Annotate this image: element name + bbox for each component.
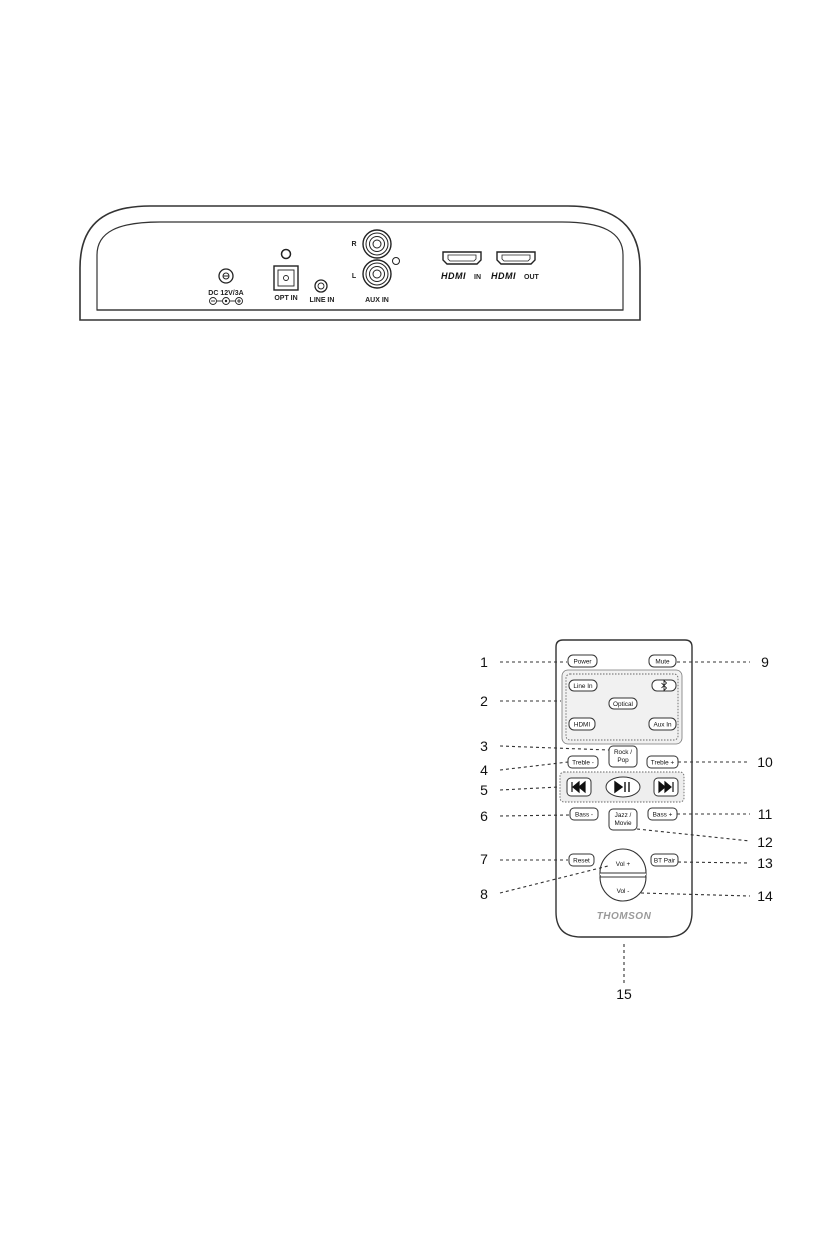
callout-4: 4 — [480, 762, 488, 778]
rear-panel-inner-bezel — [97, 222, 623, 310]
volume-up-label: Vol + — [615, 861, 631, 868]
rear-panel — [80, 206, 640, 320]
reset-button-label: Reset — [573, 857, 590, 865]
optical-input-port[interactable] — [274, 266, 298, 290]
jazz-movie-label-line2: Movie — [614, 820, 632, 827]
dc-polarity-icon — [210, 298, 243, 305]
rock-pop-label-line1: Rock / — [613, 749, 633, 756]
callout-7: 7 — [480, 851, 488, 867]
callout-2: 2 — [480, 693, 488, 709]
bass-plus-label: Bass + — [652, 811, 673, 819]
callout-11: 11 — [757, 806, 773, 822]
callout-5: 5 — [480, 782, 488, 798]
dc-power-jack[interactable] — [219, 269, 233, 283]
rear-panel-outer-shell — [80, 206, 640, 320]
remote-control — [556, 640, 692, 937]
callout-8: 8 — [480, 886, 488, 902]
callout-6: 6 — [480, 808, 488, 824]
aux-in-label: AUX IN — [365, 297, 389, 304]
callout-10: 10 — [757, 754, 773, 770]
hdmi-button-label: HDMI — [573, 721, 591, 729]
treble-minus-label: Treble - — [572, 759, 594, 767]
optical-button-label: Optical — [613, 701, 633, 708]
aux-l-label: L — [351, 273, 357, 280]
aux-in-button-label: Aux In — [653, 721, 672, 729]
volume-down-label: Vol - — [616, 888, 630, 895]
hdmi-in-logo: HDMI — [441, 271, 466, 281]
aux-r-label: R — [351, 241, 357, 248]
leader-line-5 — [500, 787, 559, 790]
callout-13: 13 — [757, 855, 773, 871]
callout-12: 12 — [757, 834, 773, 850]
optical-input-label: OPT IN — [274, 295, 298, 302]
mute-button-label: Mute — [655, 658, 670, 666]
rock-pop-label-line2: Pop — [617, 757, 629, 764]
bass-minus-label: Bass - — [574, 811, 594, 819]
callout-14: 14 — [757, 888, 773, 904]
callout-3: 3 — [480, 738, 488, 754]
bt-pair-button-label: BT Pair — [653, 857, 676, 865]
hdmi-out-logo: HDMI — [491, 271, 516, 281]
ground-screw — [393, 258, 400, 265]
callout-9: 9 — [761, 654, 769, 670]
dc-jack-label: DC 12V/3A — [208, 290, 244, 297]
line-in-jack[interactable] — [315, 280, 327, 292]
aux-in-rca-left[interactable] — [363, 260, 391, 288]
power-button-label: Power — [573, 658, 592, 666]
hdmi-in-label: IN — [474, 274, 481, 281]
callout-1: 1 — [480, 654, 488, 670]
treble-plus-label: Treble + — [650, 759, 675, 767]
line-in-button-label: Line In — [573, 683, 593, 690]
status-led — [282, 250, 291, 259]
callout-15: 15 — [616, 986, 632, 1002]
aux-in-rca-right[interactable] — [363, 230, 391, 258]
hdmi-in-port[interactable] — [443, 252, 481, 264]
hdmi-out-label: OUT — [524, 274, 539, 281]
jazz-movie-label-line1: Jazz / — [614, 812, 632, 819]
line-in-label: LINE IN — [309, 297, 335, 304]
hdmi-out-port[interactable] — [497, 252, 535, 264]
brand-logo: THOMSON — [596, 911, 652, 922]
